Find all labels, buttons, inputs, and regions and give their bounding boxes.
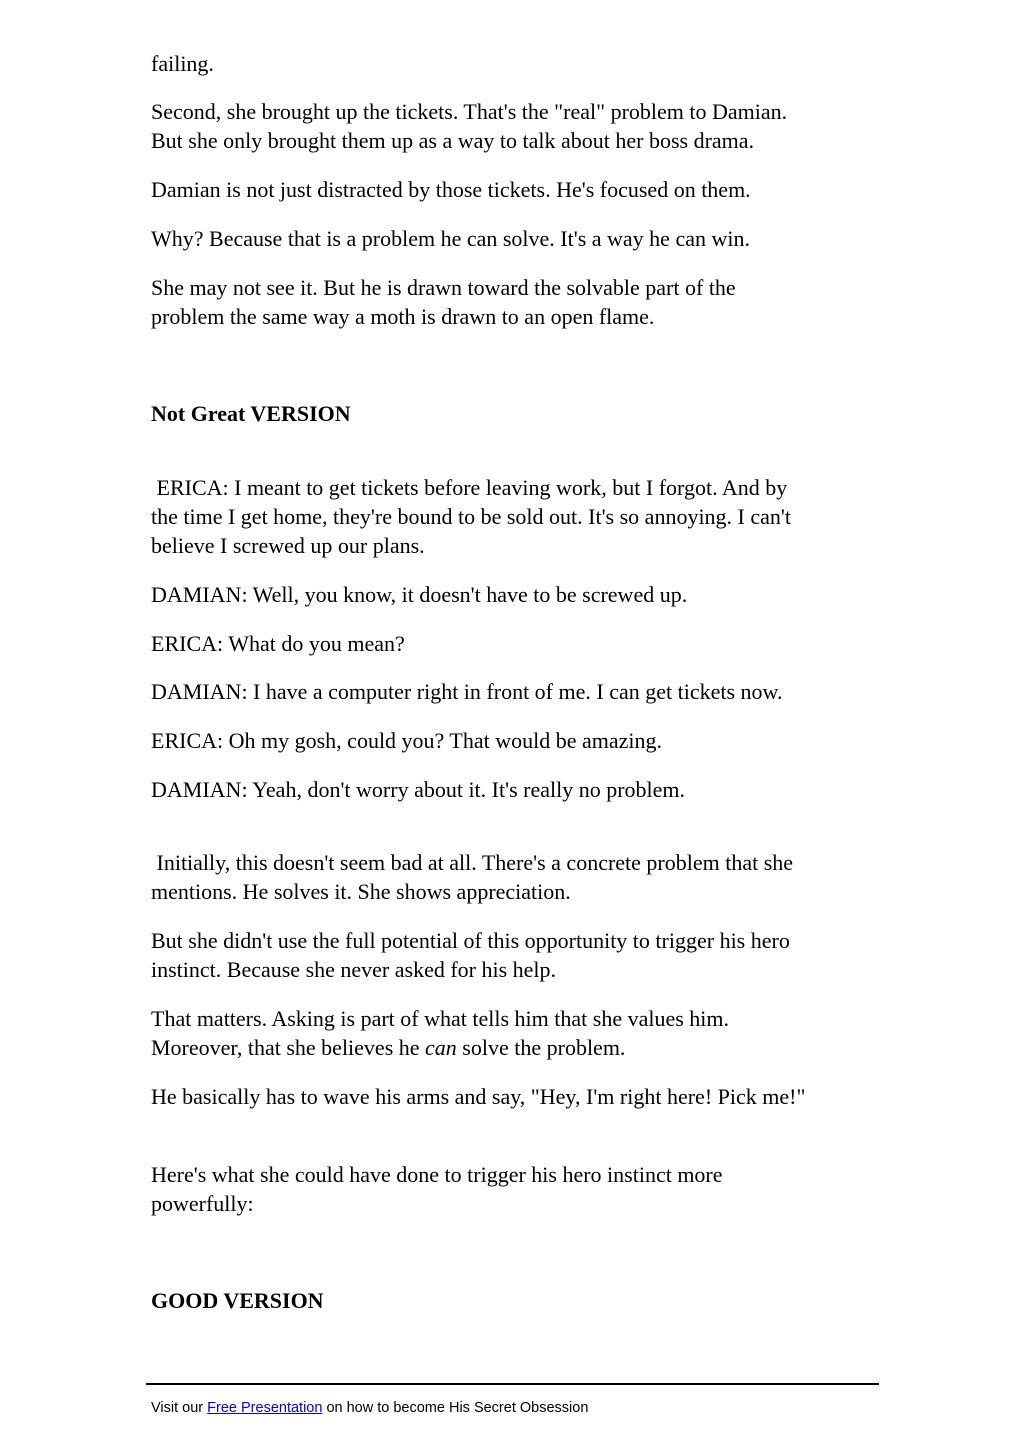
- dialogue-line: DAMIAN: Well, you know, it doesn't have to be screwed up.: [151, 582, 688, 607]
- paragraph-line: Damian is not just distracted by those tickets. He's focused on them.: [151, 177, 751, 202]
- dialogue-line: ERICA: Oh my gosh, could you? That would be amazing.: [151, 728, 663, 753]
- paragraph-line: That matters. Asking is part of what tells him that she values him.: [151, 1006, 730, 1031]
- paragraph-line: mentions. He solves it. She shows appreciation.: [151, 879, 571, 904]
- paragraph-line: But she didn't use the full potential of this opportunity to trigger his hero: [151, 928, 790, 953]
- paragraph-line: Initially, this doesn't seem bad at all. There's a concrete problem that she: [151, 850, 794, 875]
- text-run: solve the problem.: [456, 1035, 626, 1060]
- footer-divider: [146, 1383, 879, 1385]
- paragraph-line: powerfully:: [151, 1191, 254, 1216]
- paragraph-line: instinct. Because she never asked for his help.: [151, 957, 557, 982]
- dialogue-line: the time I get home, they're bound to be sold out. It's so annoying. I can't: [151, 504, 791, 529]
- text-run: Moreover, that she believes he: [151, 1035, 426, 1060]
- paragraph-line: [151, 1033, 625, 1062]
- dialogue-line: ERICA: I meant to get tickets before leaving work, but I forgot. And by: [151, 475, 788, 500]
- free-presentation-link[interactable]: Free Presentation: [207, 1400, 323, 1416]
- paragraph-line: She may not see it. But he is drawn toward the solvable part of the: [151, 275, 736, 300]
- paragraph-line: failing.: [151, 51, 214, 76]
- dialogue-line: DAMIAN: I have a computer right in front of me. I can get tickets now.: [151, 679, 783, 704]
- section-heading-good: GOOD VERSION: [151, 1288, 324, 1313]
- emphasis-text: can: [425, 1035, 457, 1060]
- paragraph-line: Second, she brought up the tickets. That's the "real" problem to Damian.: [151, 99, 788, 124]
- paragraph-line: Why? Because that is a problem he can solve. It's a way he can win.: [151, 226, 750, 251]
- paragraph-line: Here's what she could have done to trigger his hero instinct more: [151, 1162, 723, 1187]
- section-heading-not-great: Not Great VERSION: [151, 401, 351, 426]
- paragraph-line: But she only brought them up as a way to talk about her boss drama.: [151, 128, 755, 153]
- footer-suffix: on how to become His Secret Obsession: [322, 1400, 589, 1416]
- page-footer: [151, 1399, 588, 1417]
- paragraph-line: He basically has to wave his arms and say, "Hey, I'm right here! Pick me!": [151, 1084, 806, 1109]
- dialogue-line: ERICA: What do you mean?: [151, 631, 405, 656]
- paragraph-line: problem the same way a moth is drawn to an open flame.: [151, 304, 655, 329]
- dialogue-line: believe I screwed up our plans.: [151, 533, 425, 558]
- dialogue-line: DAMIAN: Yeah, don't worry about it. It's really no problem.: [151, 777, 686, 802]
- footer-prefix: Visit our: [151, 1400, 208, 1416]
